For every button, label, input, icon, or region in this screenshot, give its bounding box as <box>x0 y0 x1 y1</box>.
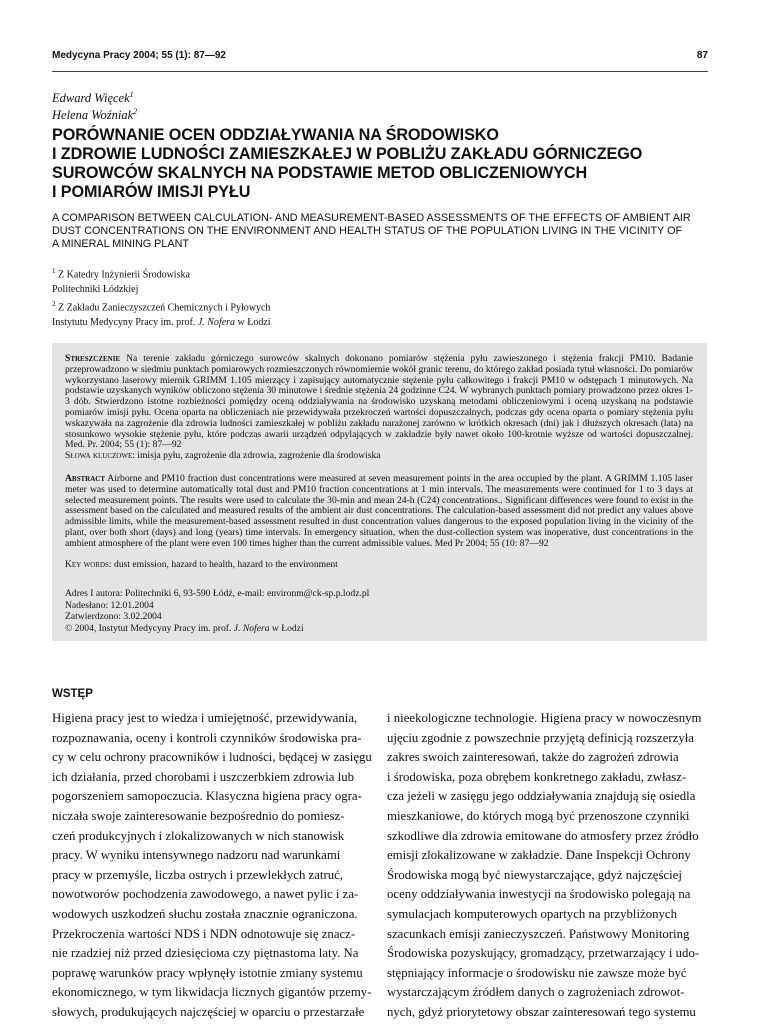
title-line: I ZDROWIE LUDNOŚCI ZAMIESZKAŁEJ W POBLIŻU ZAKŁADU GÓRNICZEGO <box>52 145 643 163</box>
title-line: DUST CONCENTRATIONS ON THE ENVIRONMENT AND HEALTH STATUS OF THE POPULATION LIVING IN THE VICINITY OF <box>52 224 683 237</box>
text-line: czeń produkcyjnych i zlokalizowanych w nich stanowisk <box>52 828 345 843</box>
article-title-pl <box>52 126 712 202</box>
abstract-en <box>65 474 693 550</box>
keywords-label: Key words: <box>65 559 112 570</box>
copyright-line: © 2004, Instytut Medycyny Pracy im. prof. J. Nofera w Łodzi <box>65 622 304 634</box>
received-date: Nadesłano: 12.01.2004 <box>65 599 154 611</box>
text-line: Higiena pracy jest to wiedza i umiejętność, przewidywania, <box>52 711 358 725</box>
text-line: wystarczającym źródłem danych o zagrożeniach zdrowot- <box>387 985 685 1000</box>
keywords-text: dust emission, hazard to health, hazard to the environment <box>114 559 338 570</box>
text-line: emisji zlokalizowane w zakładzie. Dane Inspekcji Ochrony <box>387 848 691 863</box>
text-line: rozpoznawania, oceny i kontroli czynników środowiska pra- <box>52 730 362 745</box>
keywords-pl <box>65 451 693 462</box>
author: Edward Więcek$^1$ <box>52 90 134 106</box>
text-line: wodowych uszkodzeń słuchu została znacznie ograniczona. <box>52 906 358 921</box>
abstract-text: Airborne and PM10 fraction dust concentrations were measured at seven measurement points in the area occupied by the plant. A GRIMM 1.105 laser meter was used to determine automatically total dust and PM10 fraction concentrations at 1 min intervals. The measurements were continued for 1 to 3 days at selected measurement points. The results were used to calculate the 30-min and mean 24-h (C24) concentrations.. Significant differences were found to exist in the assessment based on the calculated and measured results of the ambient air dust concentrations. The calculation-based assessment did not predict any values above admissible limits, while the measurement-based assessment resulted in dust concentration values dangerous to the exposed population living in the vicinity of the plant, over both short (days) and long (years) time intervals. In emergency situation, when the dust-collection system was inoperative, dust concentrations in the ambient atmosphere of the plant were even 100 times higher than the current admissible values. Med Pr 2004; 55 (10: 87—92 <box>65 473 693 549</box>
keywords-label: Słowa kluczowe: <box>65 450 135 461</box>
text-line: Przekroczenia wartości NDS i NDN odnotowuje się znacz- <box>52 926 356 941</box>
journal-citation: Medycyna Pracy 2004; 55 (1): 87—92 <box>52 50 226 61</box>
text-line: i środowiska, poza obrębem konkretnego zakładu, zwłasz- <box>387 769 687 784</box>
text-line: i nieekologiczne technologie. Higiena pracy w nowoczesnym <box>387 711 702 725</box>
text-line: szkodliwe dla zdrowia emitowane do atmosfery przez źródło <box>387 828 699 843</box>
text-line: cza jeżeli w zasięgu jego oddziaływania znajdują się osiedla <box>387 789 696 804</box>
section-heading: WSTĘP <box>52 688 93 700</box>
body-column-left <box>52 709 372 1023</box>
title-line: I POMIARÓW IMISJI PYŁU <box>52 183 251 201</box>
abstract-text: Na terenie zakładu górniczego surowców skalnych dokonano pomiarów stężenia pyłu zawieszonego i stężenia frakcji PM10. Badanie przeprowadzono w siedmiu punktach pomiarowych rozmieszczonych równomiernie wokół granic terenu, do którego zakład posiada tytuł własności. Do pomiarów wykorzystano laserowy miernik GRIMM 1.105 mierzący i zapisujący automatycznie stężenie pyłu całkowitego i frakcji PM10 w odstępach 1 minutowych. Na podstawie uzyskanych wyników obliczono stężenia 30 minutowe i średnie stężenia 24 godzinne C24. W wybranych punktach pomiary prowadzono przez okres 1-3 dób. Stwierdzono istotne rozbieżności pomiędzy oceną oddziaływania na środowisko uzyskaną metodami obliczeniowymi i oceną uzyskaną na podstawie pomiarów imisji pyłu. Ocena oparta na obliczeniach nie przewidywała przekroczeń wartości dopuszczalnych, podczas gdy ocena oparta o pomiary stężenia pyłu wskazywała na zagrożenie dla zdrowia ludności zamieszkałej w pobliżu zakładu narażonej zarówno w krótkich okresach (dni) jak i dłuższych okresach (lata) na stosunkowo wysokie stężenie pyłu, które podczas awarii urządzeń odpylających w zakładzie były nawet około 100-krotnie wyższe od wartości dopuszczalnej. Med. Pr. 2004; 55 (1): 87—92 <box>65 353 693 451</box>
text-line: oceny oddziaływania inwestycji na środowisko polegają na <box>387 887 691 902</box>
affiliations <box>52 264 271 331</box>
text-line: ich działania, przed chorobami i uszczerbkiem zdrowia lub <box>52 769 355 784</box>
author-list <box>52 88 137 122</box>
abstract-pl <box>65 354 693 451</box>
text-line: zakres swoich zainteresowań, także do zagrożeń zdrowia <box>387 750 679 765</box>
running-header <box>52 50 708 66</box>
title-line: A MINERAL MINING PLANT <box>52 237 189 250</box>
text-line: niczała swoje zainteresowanie bezpośrednio do pomiesz- <box>52 808 345 823</box>
title-line: PORÓWNANIE OCEN ODDZIAŁYWANIA NA ŚRODOWISKO <box>52 126 499 144</box>
text-line: stępniający informacje o środowisku nie zawsze może być <box>387 965 687 980</box>
article-title-en <box>52 212 712 250</box>
affiliation-line: $^1$ Z Katedry Inżynierii Środowiska <box>52 267 190 281</box>
correspondence-block <box>65 588 693 634</box>
text-line: poprawę warunków pracy wpłynęły istotnie zmiany systemu <box>52 965 363 980</box>
text-line: ekonomicznego, w tym likwidacja licznych gigantów przemy- <box>52 985 372 1000</box>
abstract-label: Abstract <box>65 473 105 484</box>
keywords-en <box>65 560 693 571</box>
text-line: szacunkach emisji zanieczyszczeń. Państwowy Monitoring <box>387 926 690 941</box>
affiliation-line: $^2$ Z Zakładu Zanieczyszczeń Chemicznych i Pyłowych <box>52 300 271 314</box>
affiliation-line: Instytutu Medycyny Pracy im. prof. J. Nofera w Łodzi <box>52 317 271 329</box>
text-line: Środowiska mogą być niewystarczające, gdyż najczęściej <box>387 867 682 882</box>
text-line: cy w celu ochrony pracowników i ludności, będącej w zasięgu <box>52 750 372 765</box>
title-line: A COMPARISON BETWEEN CALCULATION- AND MEASUREMENT-BASED ASSESSMENTS OF THE EFFECTS OF AMBIENT AIR <box>52 212 691 224</box>
text-line: Środowiska pozyskujący, gromadzący, przetwarzający i udo- <box>387 946 700 961</box>
abstract-label: Streszczenie <box>65 353 121 364</box>
text-line: ujęciu zgodnie z powszechnie przyjętą definicją rozszerzyła <box>387 730 694 745</box>
author-address: Adres I autora: Politechniki 6, 93-590 Łódź, e-mail: environm@ck-sp.p.lodz.pl <box>65 588 370 599</box>
header-rule <box>52 71 708 72</box>
body-column-right <box>387 709 707 1023</box>
keywords-text: imisja pyłu, zagrożenie dla zdrowia, zagrożenie dla środowiska <box>137 450 381 461</box>
text-line: mieszkaniowe, do których mogą być przenoszone czynniki <box>387 808 690 823</box>
text-line: pracy w przemyśle, liczba ostrych i przewlekłych zatruć, <box>52 867 343 882</box>
approved-date: Zatwierdzono: 3.02.2004 <box>65 611 162 622</box>
page-number: 87 <box>696 50 708 61</box>
text-line: pogorszeniem samopoczucia. Klasyczna higiena pracy ogra- <box>52 789 362 804</box>
text-line: nie rzadziej niż przed dziesięciома czy piętnastoma laty. Na <box>52 946 359 961</box>
author: Helena Woźniak$^2$ <box>52 107 138 123</box>
text-line: symulacjach komputerowych opartych na przybliżonych <box>387 906 677 921</box>
text-line: nowotworów pochodzenia zawodowego, a nawet pylic i za- <box>52 887 359 902</box>
text-line: pracy. W wyniku intensywnego nadzoru nad warunkami <box>52 848 341 863</box>
text-line: nych, gdyż priorytetowy obszar zainteresowań tego systemu <box>387 1004 696 1019</box>
title-line: SUROWCÓW SKALNYCH NA PODSTAWIE METOD OBLICZENIOWYCH <box>52 164 588 182</box>
affiliation-line: Politechniki Łódzkiej <box>52 283 139 295</box>
text-line: słowych, produkujących najczęściej w oparciu o przestarzałe <box>52 1004 365 1019</box>
